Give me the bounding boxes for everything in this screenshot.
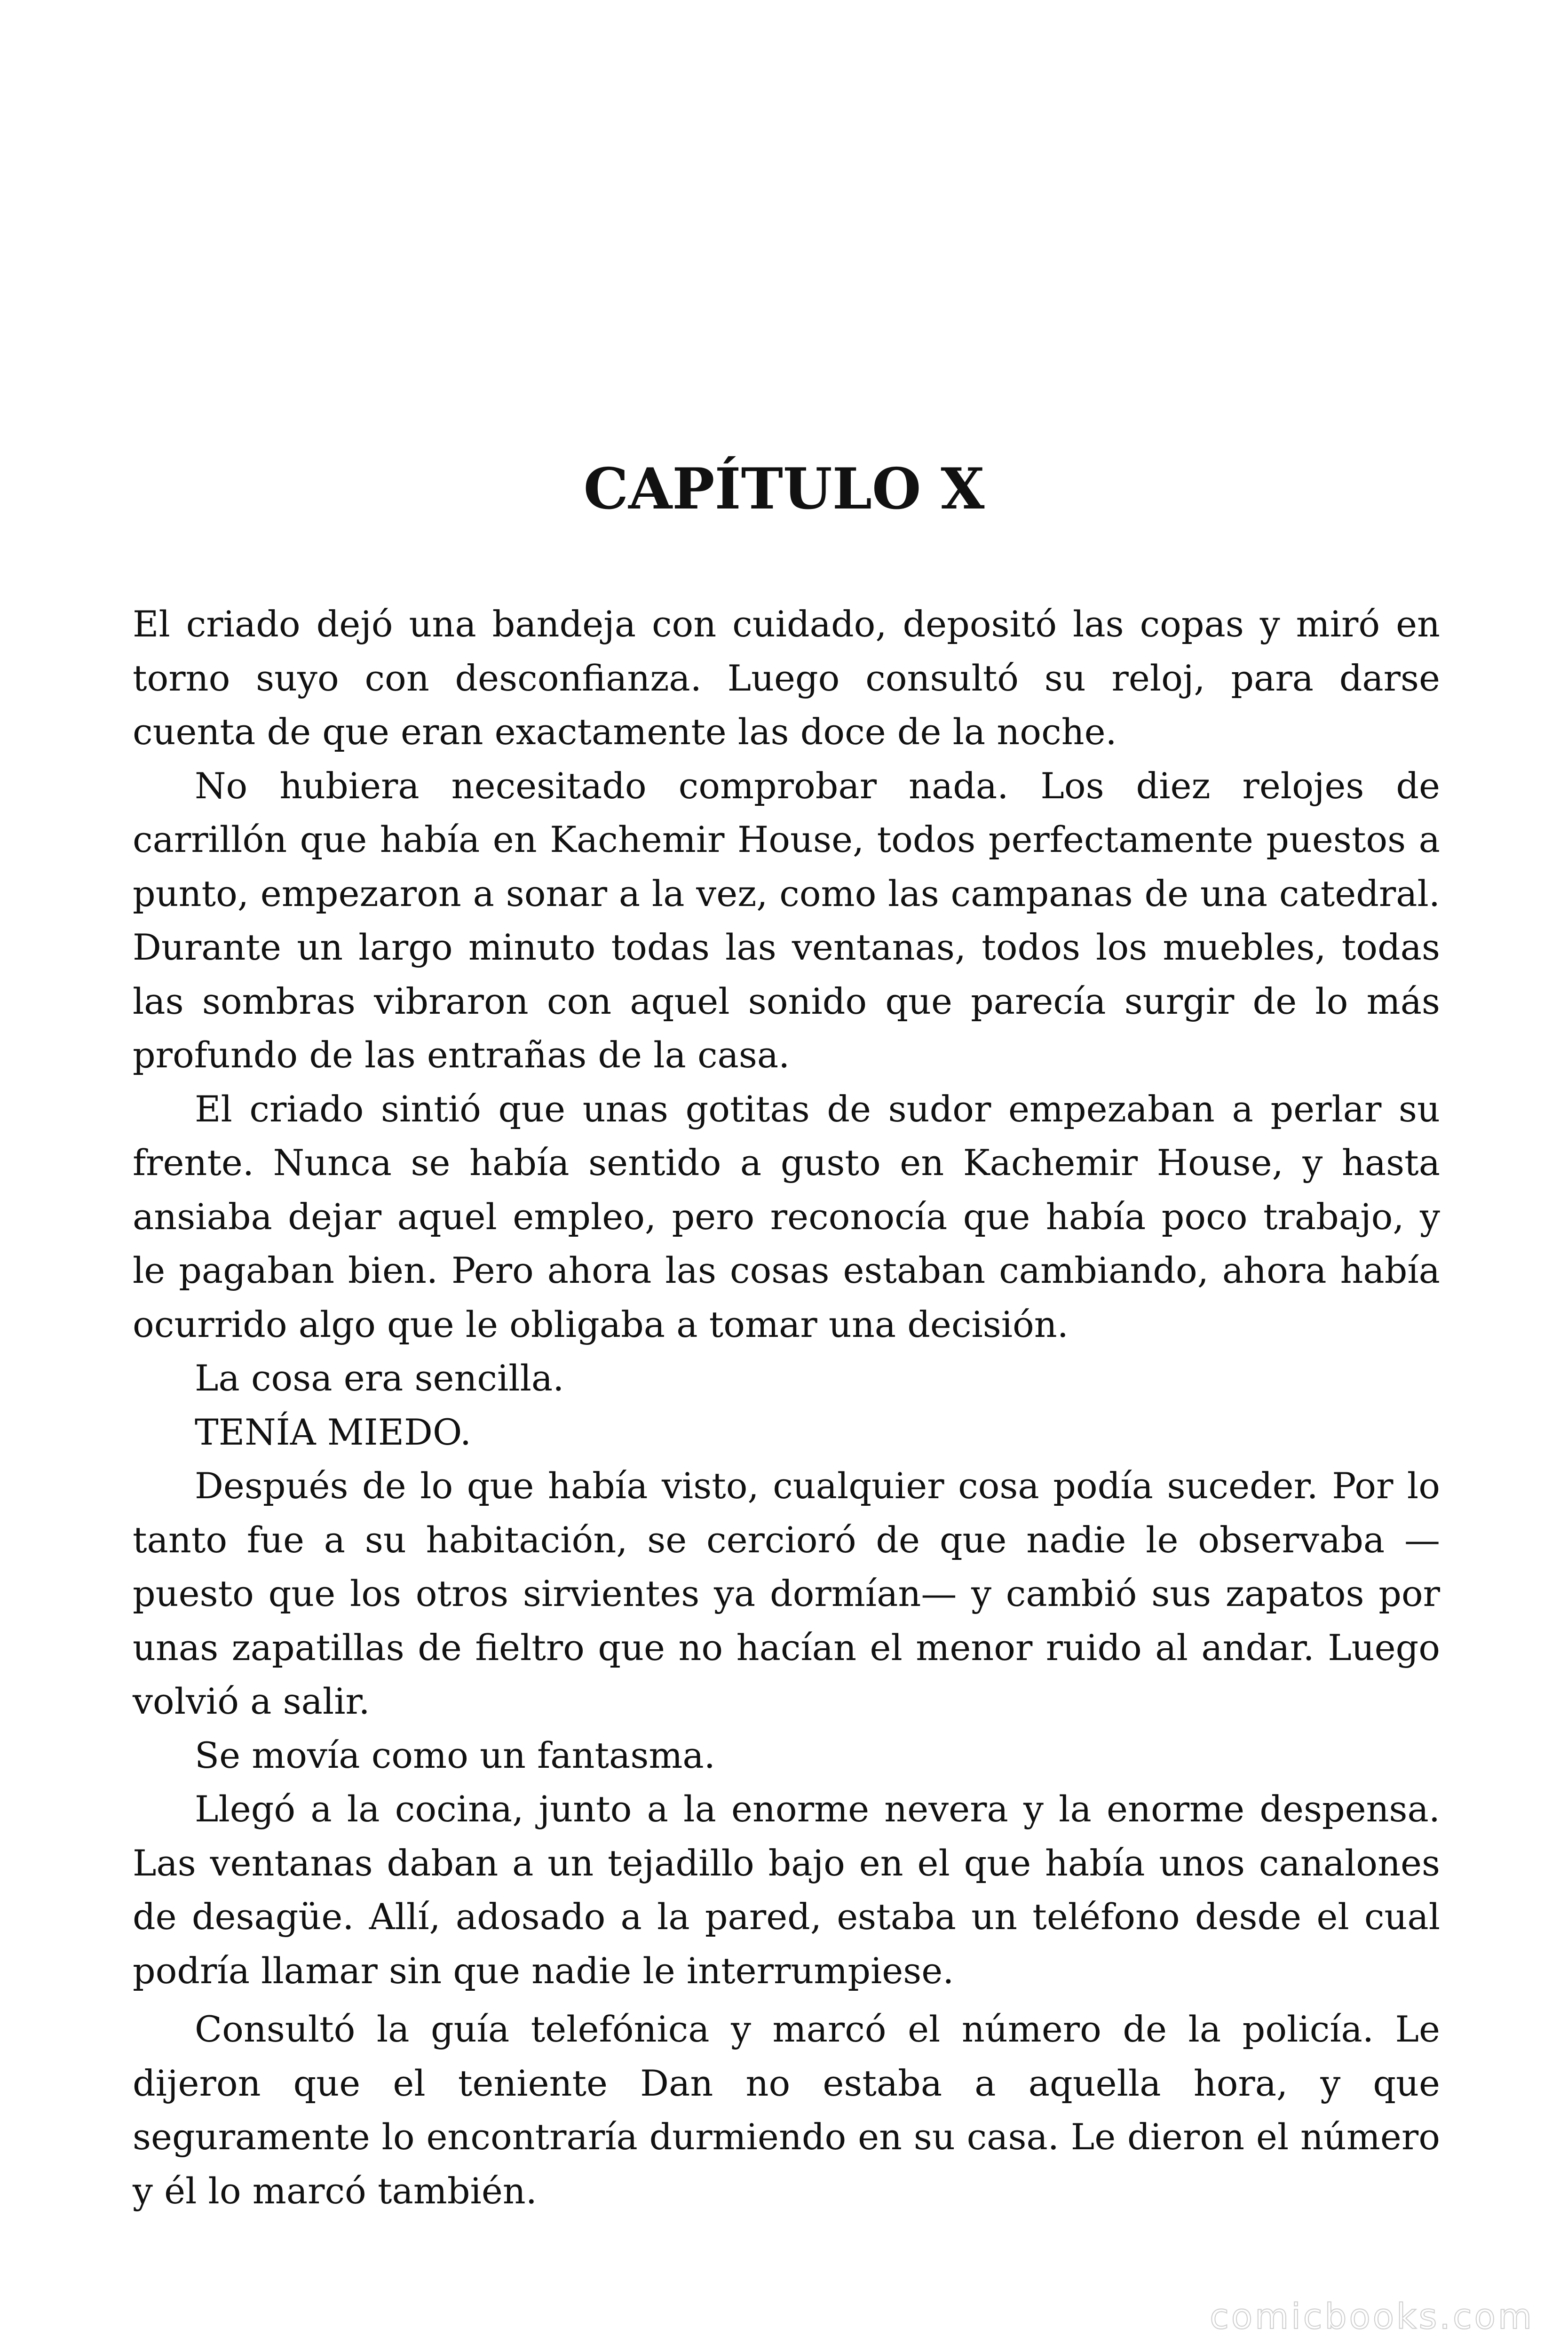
paragraph: El criado sintió que unas gotitas de sudor empezaban a perlar su frente. Nunca se había sentido a gusto en Kachemir House, y hasta ansiaba dejar aquel empleo, pero reconocía que había poco trabajo, y le pagaban bien. Pero ahora las cosas estaban cambiando, ahora había ocurrido algo que le obligaba a tomar una decisión. <box>133 1088 1440 1345</box>
paragraph: Llegó a la cocina, junto a la enorme nevera y la enorme despensa. Las ventanas daban a un tejadillo bajo en el que había unos canalones de desagüe. Allí, adosado a la pared, estaba un teléfono desde el cual podría llamar sin que nadie le interrumpiese. <box>133 1788 1440 1992</box>
paragraph: Consultó la guía telefónica y marcó el número de la policía. Le dijeron que el teniente Dan no estaba a aquella hora, y que seguramente lo encontraría durmiendo en su casa. Le dieron el número y él lo marcó también. <box>133 2008 1440 2212</box>
paragraph: No hubiera necesitado comprobar nada. Los diez relojes de carrillón que había en Kachemir House, todos perfectamente puestos a punto, empezaron a sonar a la vez, como las campanas de una catedral. Durante un largo minuto todas las ventanas, todos los muebles, todas las sombras vibraron con aquel sonido que parecía surgir de lo más profundo de las entrañas de la casa. <box>133 764 1440 1076</box>
paragraph: El criado dejó una bandeja con cuidado, depositó las copas y miró en torno suyo con desconfianza. Luego consultó su reloj, para darse cuenta de que eran exactamente las doce de la noche. <box>133 603 1440 753</box>
paragraph: La cosa era sencilla. <box>195 1357 564 1399</box>
paragraph: TENÍA MIEDO. <box>195 1411 471 1453</box>
chapter-title: CAPÍTULO X <box>583 456 985 522</box>
paragraph: Se movía como un fantasma. <box>195 1734 715 1776</box>
paragraph: Después de lo que había visto, cualquier cosa podía suceder. Por lo tanto fue a su habitación, se cercioró de que nadie le observaba —puesto que los otros sirvientes ya dormían— y cambió sus zapatos por unas zapatillas de fieltro que no hacían el menor ruido al andar. Luego volvió a salir. <box>133 1465 1440 1722</box>
watermark: comicbooks.com <box>1210 2296 1534 2337</box>
chapter-body <box>133 597 1440 2218</box>
